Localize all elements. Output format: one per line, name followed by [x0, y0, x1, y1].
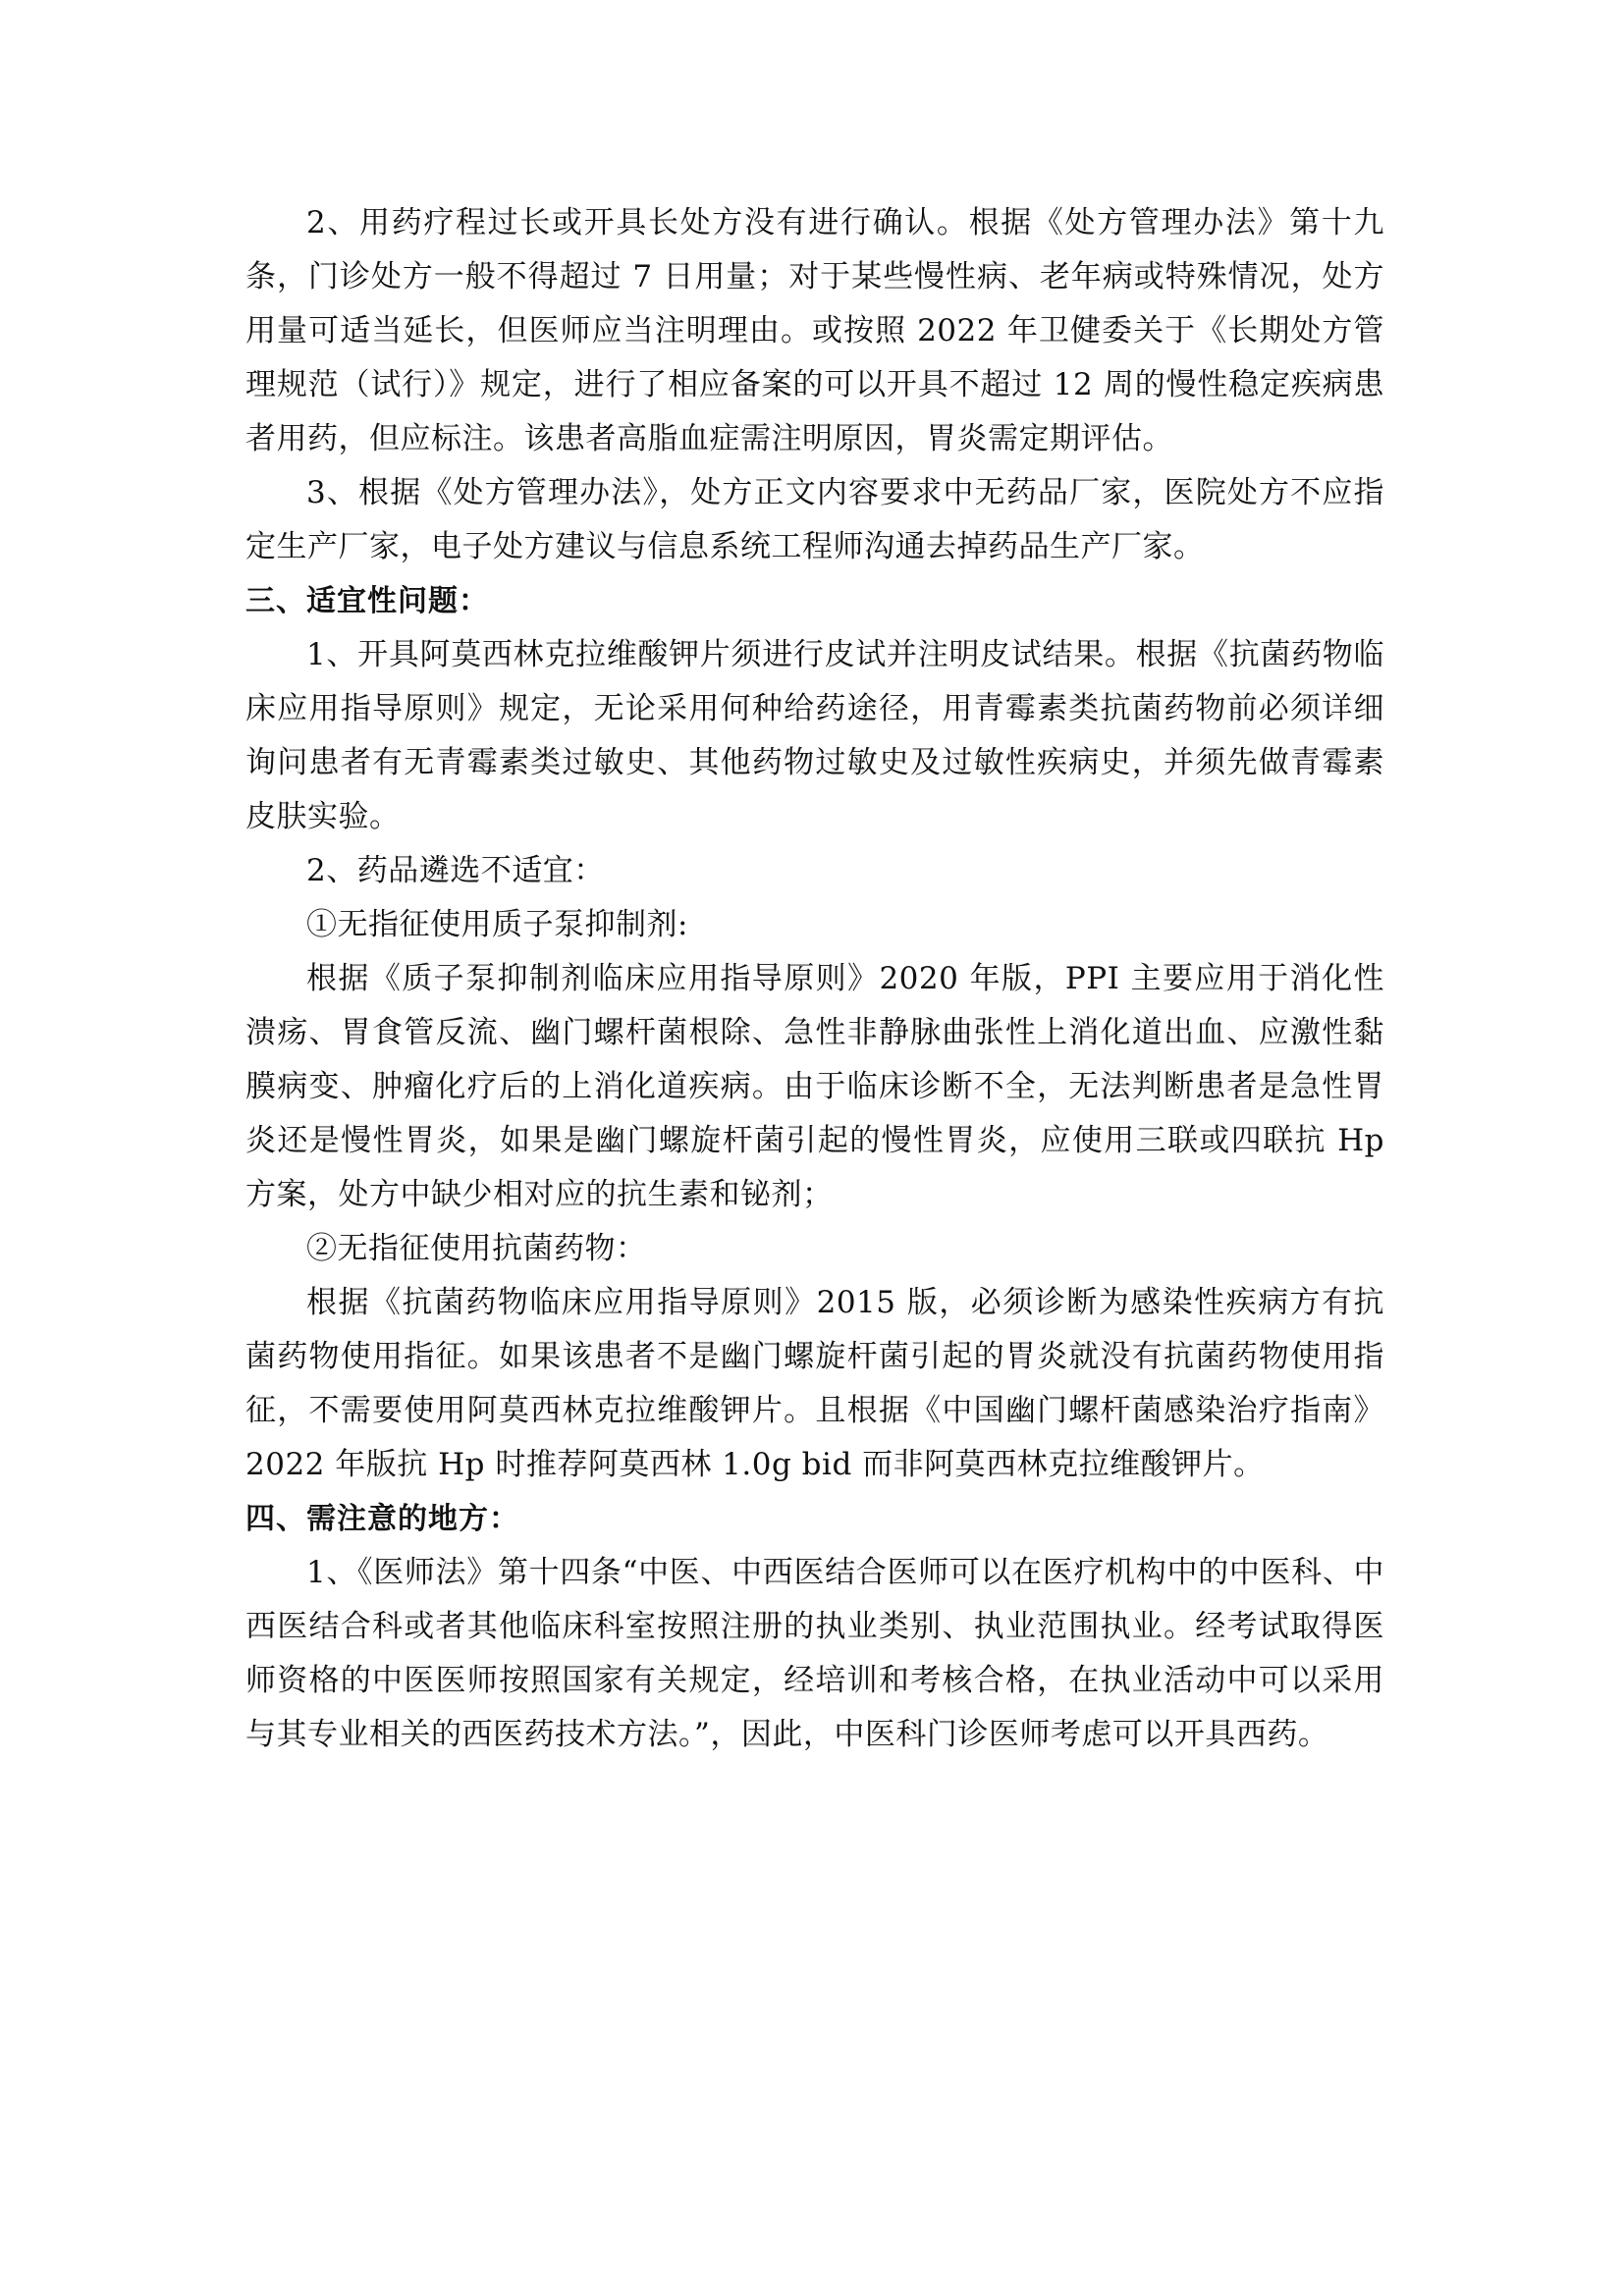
paragraph-antibiotic-guideline: 根据《抗菌药物临床应用指导原则》2015 版，必须诊断为感染性疾病方有抗菌药物使用指征。如果该患者不是幽门螺旋杆菌引起的胃炎就没有抗菌药物使用指征，不需要使用阿莫西林克拉维酸钾片。且根据《中国幽门螺杆菌感染治疗指南》2022 年版抗 Hp 时推荐阿莫西林 1.0g bid 而非阿莫西林克拉维酸钾片。 — [245, 1285, 1384, 1482]
paragraph-long-prescription: 2、用药疗程过长或开具长处方没有进行确认。根据《处方管理办法》第十九条，门诊处方一般不得超过 7 日用量；对于某些慢性病、老年病或特殊情况，处方用量可适当延长，但医师应当注明理由。或按照 2022 年卫健委关于《长期处方管理规范（试行）》规定，进行了相应备案的可以开具不超过 12 周的慢性稳定疾病患者用药，但应标注。该患者高脂血症需注明原因，胃炎需定期评估。 — [245, 205, 1384, 456]
subitem-ppi: ①无指征使用质子泵抑制剂: — [306, 907, 688, 942]
subitem-antibiotics: ②无指征使用抗菌药物： — [306, 1231, 647, 1266]
document-body — [245, 196, 1384, 1762]
paragraph-ppi-guideline: 根据《质子泵抑制剂临床应用指导原则》2020 年版，PPI 主要应用于消化性溃疡、胃食管反流、幽门螺杆菌根除、急性非静脉曲张性上消化道出血、应激性黏膜病变、肿瘤化疗后的上消化道疾病。由于临床诊断不全，无法判断患者是急性胃炎还是慢性胃炎，如果是幽门螺旋杆菌引起的慢性胃炎，应使用三联或四联抗 Hp 方案，处方中缺少相对应的抗生素和铋剂； — [245, 961, 1384, 1212]
paragraph-drug-selection: 2、药品遴选不适宜： — [306, 853, 605, 888]
heading-appropriateness: 三、适宜性问题： — [245, 584, 489, 618]
heading-notes: 四、需注意的地方： — [245, 1502, 519, 1536]
paragraph-manufacturer: 3、根据《处方管理办法》，处方正文内容要求中无药品厂家，医院处方不应指定生产厂家，电子处方建议与信息系统工程师沟通去掉药品生产厂家。 — [245, 475, 1384, 564]
paragraph-physician-law: 1、《医师法》第十四条“中医、中西医结合医师可以在医疗机构中的中医科、中西医结合科或者其他临床科室按照注册的执业类别、执业范围执业。经考试取得医师资格的中医医师按照国家有关规定，经培训和考核合格，在执业活动中可以采用与其专业相关的西医药技术方法。”，因此，中医科门诊医师考虑可以开具西药。 — [245, 1555, 1384, 1752]
paragraph-skin-test: 1、开具阿莫西林克拉维酸钾片须进行皮试并注明皮试结果。根据《抗菌药物临床应用指导原则》规定，无论采用何种给药途径，用青霉素类抗菌药物前必须详细询问患者有无青霉素类过敏史、其他药物过敏史及过敏性疾病史，并须先做青霉素皮肤实验。 — [245, 637, 1384, 834]
